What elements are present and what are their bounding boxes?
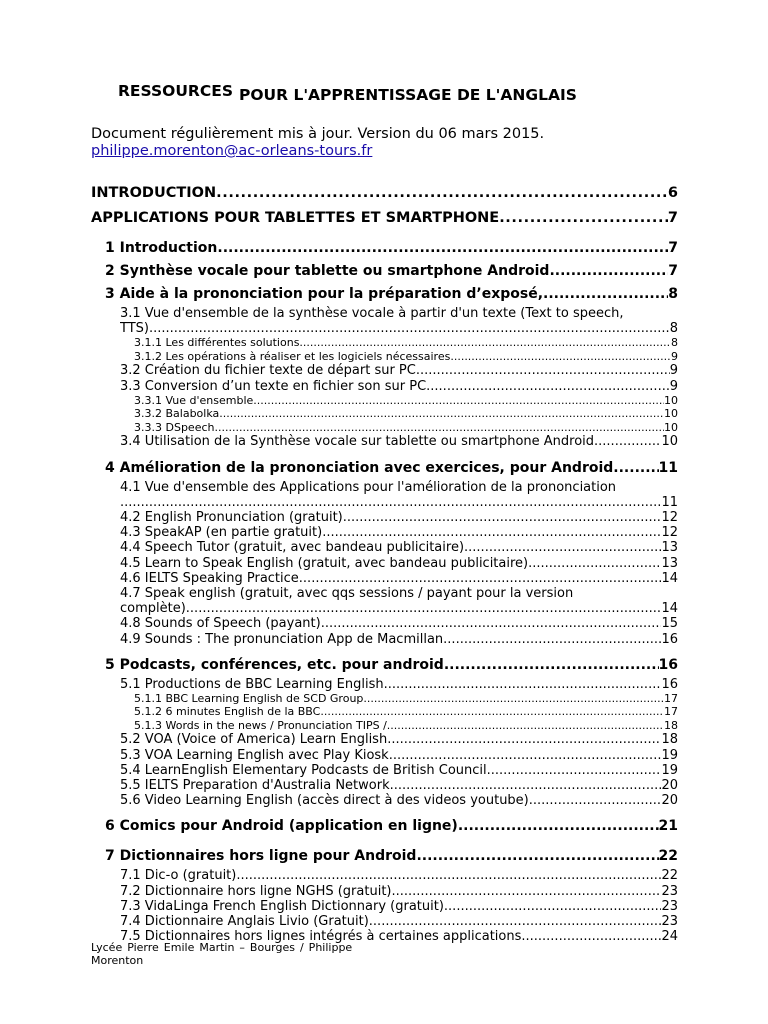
toc-entry[interactable] [91,763,678,778]
toc-leader-dots [464,540,661,555]
toc-page-number: 11 [658,459,678,476]
toc-page-number: 12 [661,525,678,541]
toc-leader-dots [529,793,662,808]
toc-page-number: 6 [667,185,678,201]
toc-entry-label: 5.1 Productions de BBC Learning English [120,676,384,692]
toc-page-number: 22 [658,848,678,865]
toc-entry[interactable] [91,283,678,306]
toc-page-number: 23 [661,883,678,899]
toc-entry-label: 3 Aide à la prononciation pour la préparation d’exposé, [105,286,544,302]
toc-leader-dots [487,763,662,778]
toc-page-number: 18 [664,718,678,732]
toc-page-number: 7 [668,240,678,256]
toc-leader-dots [389,748,662,763]
toc-entry-label: 4.4 Speech Tutor (gratuit, avec bandeau publicitaire) [120,540,465,556]
toc-entry[interactable] [91,793,678,808]
toc-page-number: 7 [668,263,678,279]
toc-page-number: 16 [661,676,678,692]
toc-page-number: 8 [669,321,678,337]
toc-entry-label: 5.3 VOA Learning English avec Play Kiosk [120,747,389,763]
toc-page-number: 19 [661,747,678,763]
toc-entry-label: 3.1 Vue d'ensemble de la synthèse vocale à partir d'un texte (Text to speech, [120,306,624,321]
toc-leader-dots [499,206,668,231]
toc-entry-label: 7.4 Dictionnaire Anglais Livio (Gratuit) [120,914,369,930]
toc-entry-label: 4.8 Sounds of Speech (payant) [120,616,321,632]
toc-leader-dots [594,434,661,449]
toc-entry-label: 3.1.1 Les différentes solutions [134,336,300,350]
toc-entry[interactable] [91,181,678,206]
page-footer [91,941,352,967]
toc-page-number: 22 [661,868,678,884]
toc-entry-label: 3.1.2 Les opérations à réaliser et les logiciels nécessaires [134,349,451,363]
toc-entry-label: 6 Comics pour Android (application en ligne) [105,818,458,835]
toc-page-number: 10 [664,407,678,421]
toc-page-number: 17 [664,691,678,705]
toc-leader-dots [450,350,671,364]
toc-entry[interactable] [91,206,678,231]
toc-leader-dots [458,815,659,838]
toc-page-number: 11 [661,494,678,510]
toc-entry-continuation: complète) [120,601,186,617]
toc-page-number: 13 [661,555,678,571]
toc-page-number: 20 [661,778,678,794]
toc-page-number: 10 [664,420,678,434]
toc-leader-dots [387,719,664,733]
toc-entry[interactable] [91,540,678,555]
toc-entry-label: 5.5 IELTS Preparation d'Australia Network [120,778,390,794]
toc-entry[interactable] [91,421,678,435]
toc-page-number: 14 [661,570,678,586]
toc-entry[interactable] [91,571,678,586]
toc-page-number: 10 [661,434,678,450]
toc-leader-dots [384,677,662,692]
toc-entry[interactable] [91,845,678,868]
toc-entry[interactable] [91,510,678,525]
toc-entry-label: 2 Synthèse vocale pour tablette ou smartphone Android [105,263,550,279]
toc-entry-label: INTRODUCTION [91,185,217,201]
toc-leader-dots [549,260,668,283]
toc-leader-dots [416,363,670,378]
toc-leader-dots [521,929,661,944]
toc-leader-dots [149,321,670,336]
toc-entry[interactable] [91,868,678,883]
toc-page-number: 9 [669,378,678,394]
footer-line-1: Lycée Pierre Emile Martin – Bourges / Philippe [91,941,353,954]
toc-page-number: 9 [671,349,678,363]
toc-leader-dots [214,421,664,435]
toc-page-number: 16 [661,631,678,647]
toc-entry[interactable] [91,719,678,733]
toc-entry[interactable] [91,457,678,480]
document-title [118,82,728,104]
version-note: Document régulièrement mis à jour. Version du 06 mars 2015. [91,126,545,142]
toc-entry-label: 5.1.1 BBC Learning English de SCD Group [134,691,364,705]
toc-page-number: 17 [664,705,678,719]
toc-entry[interactable] [91,616,678,631]
toc-entry-label: 4.6 IELTS Speaking Practice [120,570,299,586]
toc-entry-label: 3.4 Utilisation de la Synthèse vocale sur tablette ou smartphone Android [120,434,595,450]
toc-entry[interactable] [91,525,678,540]
toc-entry[interactable] [91,705,678,719]
toc-leader-dots [444,899,662,914]
toc-entry-label: 4 Amélioration de la prononciation avec exercices, pour Android [105,459,614,476]
footer-line-2: Morenton [91,954,144,967]
toc-leader-dots [343,510,662,525]
toc-entry[interactable] [91,237,678,260]
toc-leader-dots [299,336,671,350]
toc-entry-label: 3.2 Création du fichier texte de départ sur PC [120,363,416,379]
toc-leader-dots [236,868,661,883]
toc-entry-label: 3.3.1 Vue d'ensemble [134,393,254,407]
toc-page-number: 23 [661,914,678,930]
toc-entry-label: 7.3 VidaLinga French English Dictionnary (gratuit) [120,898,444,914]
toc-entry-label: 7.5 Dictionnaires hors lignes intégrés à certaines applications [120,929,522,945]
toc-page-number: 24 [661,929,678,945]
toc-leader-dots [426,379,670,394]
toc-entry[interactable] [91,815,678,838]
toc-leader-dots [444,654,659,677]
toc-leader-dots [219,407,664,421]
toc-entry[interactable] [91,363,678,378]
toc-entry-label: 4.2 English Pronunciation (gratuit) [120,509,343,525]
email-link[interactable]: philippe.morenton@ac-orleans-tours.fr [91,143,373,159]
toc-entry-label: 3.3.3 DSpeech [134,420,215,434]
toc-entry[interactable] [91,654,678,677]
toc-entry[interactable] [91,632,678,647]
toc-page-number: 14 [661,601,678,617]
toc-entry[interactable] [91,778,678,793]
toc-entry-label: 4.1 Vue d'ensemble des Applications pour l'amélioration de la prononciation [120,479,617,495]
toc-entry-label: 5.4 LearnEnglish Elementary Podcasts de British Council [120,762,487,778]
toc-entry-label: APPLICATIONS POUR TABLETTES ET SMARTPHONE [91,209,500,226]
toc-page-number: 12 [661,509,678,525]
toc-page-number: 13 [661,540,678,556]
toc-entry-label: 7 Dictionnaires hors ligne pour Android [105,848,417,865]
toc-leader-dots [253,394,664,408]
toc-entry-label: 5.2 VOA (Voice of America) Learn English [120,732,388,748]
toc-leader-dots [322,525,661,540]
toc-entry[interactable] [91,379,678,394]
toc-entry[interactable] [91,748,678,763]
toc-page-number: 7 [667,209,678,226]
table-of-contents [91,181,678,944]
toc-entry-label: 4.9 Sounds : The pronunciation App de Macmillan [120,631,444,647]
toc-leader-dots [216,181,668,206]
toc-page-number: 21 [658,818,678,835]
toc-leader-dots [390,778,662,793]
toc-page-number: 20 [661,793,678,809]
toc-entry-label: 4.5 Learn to Speak English (gratuit, avec bandeau publicitaire) [120,555,529,571]
toc-entry[interactable] [91,899,678,914]
toc-entry-label: 7.2 Dictionnaire hors ligne NGHS (gratuit) [120,883,392,899]
toc-page-number: 19 [661,762,678,778]
toc-leader-dots [363,692,664,706]
title-part-2: POUR L'APPRENTISSAGE DE L'ANGLAIS [238,86,577,104]
toc-entry[interactable] [91,914,678,929]
toc-page-number: 10 [664,393,678,407]
toc-page-number: 8 [671,336,678,350]
toc-entry-label: 4.7 Speak english (gratuit, avec qqs sessions / payant pour la version [120,585,574,601]
toc-page-number: 16 [658,656,678,673]
toc-leader-dots [299,571,662,586]
toc-leader-dots [543,283,668,306]
toc-entry-label: 7.1 Dic-o (gratuit) [120,868,237,884]
toc-entry[interactable] [91,394,678,408]
toc-entry-label: 5.1.3 Words in the news / Pronunciation TIPS / [134,718,387,732]
toc-leader-dots [320,705,664,719]
toc-page-number: 9 [669,363,678,379]
toc-leader-dots [186,601,662,616]
toc-entry[interactable] [91,306,678,336]
toc-leader-dots [391,884,661,899]
toc-leader-dots [120,495,661,510]
toc-entry[interactable] [91,336,678,350]
toc-page-number: 18 [661,732,678,748]
toc-entry[interactable] [91,586,678,616]
toc-leader-dots [387,732,661,747]
toc-entry[interactable] [91,692,678,706]
toc-leader-dots [443,632,661,647]
toc-entry-label: 5.6 Video Learning English (accès direct à des videos youtube) [120,793,529,809]
intro-block [91,126,544,160]
toc-entry-label: 5 Podcasts, conférences, etc. pour android [105,656,444,673]
toc-entry[interactable] [91,260,678,283]
toc-entry[interactable] [91,480,678,510]
toc-leader-dots [416,845,658,868]
toc-page-number: 15 [661,616,678,632]
toc-entry-label: 3.3.2 Balabolka [134,407,220,421]
toc-page-number: 23 [661,898,678,914]
toc-leader-dots [321,616,662,631]
toc-entry[interactable] [91,677,678,692]
toc-entry[interactable] [91,434,678,449]
toc-leader-dots [613,457,658,480]
toc-entry[interactable] [91,350,678,364]
toc-entry-label: 3.3 Conversion d’un texte en fichier son sur PC [120,378,427,394]
toc-leader-dots [369,914,662,929]
toc-entry[interactable] [91,556,678,571]
toc-entry-label: 5.1.2 6 minutes English de la BBC [134,705,321,719]
toc-entry[interactable] [91,407,678,421]
toc-page-number: 8 [668,286,678,302]
toc-entry-label: 4.3 SpeakAP (en partie gratuit) [120,525,323,541]
toc-leader-dots [217,237,668,260]
toc-entry-continuation: TTS) [120,321,149,337]
toc-leader-dots [528,556,661,571]
toc-entry[interactable] [91,884,678,899]
toc-entry-label: 1 Introduction [105,240,218,256]
toc-entry[interactable] [91,732,678,747]
title-part-1: RESSOURCES [118,82,233,100]
